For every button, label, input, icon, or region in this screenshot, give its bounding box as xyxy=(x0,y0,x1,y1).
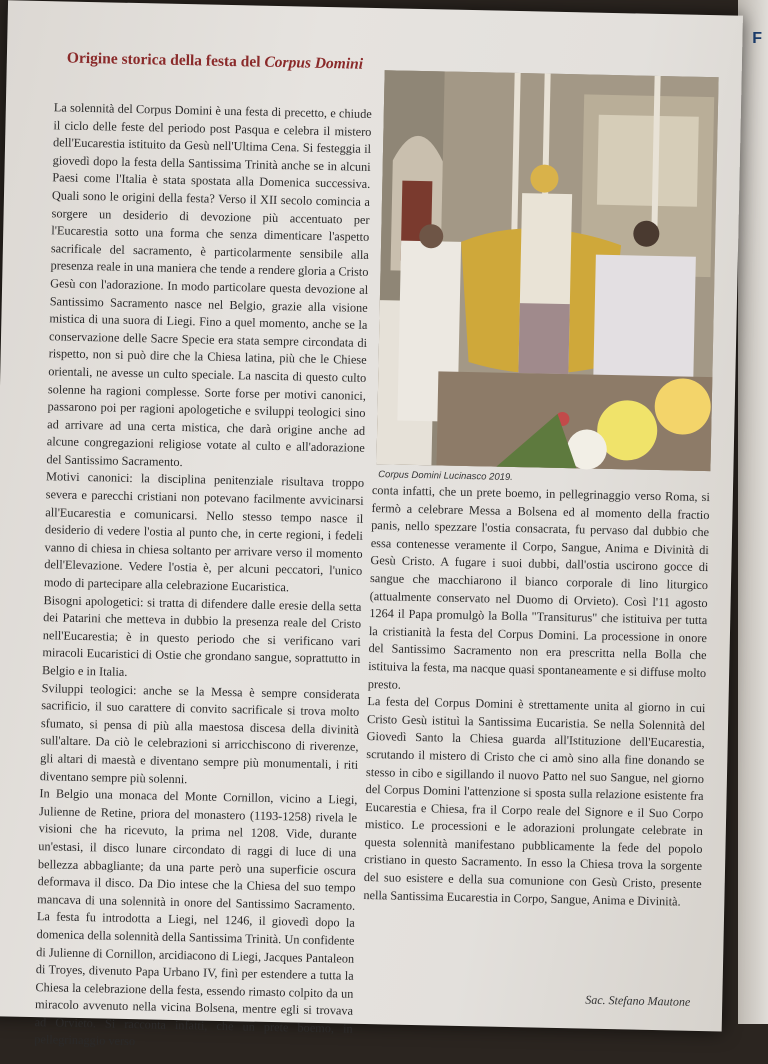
adjacent-page-edge xyxy=(738,0,768,1024)
paragraph-motivi-canonici: Motivi canonici: la disciplina penitenziale risultava troppo severa e parecchi cristiani non potevano facilmente avvicinarsi all'Eucarestia e comunicarsi. Nello stesso tempo nasce il desiderio di vedere l'ostia al punto che, in certe regioni, i fedeli vanno di chiesa in chiesa soltanto per arrivare verso il momento dell'Elevazione. Vedere l'ostia è, per alcuni peccatori, l'unico modo di partecipare alla celebrazione Eucaristica. xyxy=(43,469,365,595)
procession-photo xyxy=(376,70,718,471)
right-text-column xyxy=(363,482,710,919)
paragraph-intro: La solennità del Corpus Domini è una festa di precetto, e chiude il ciclo delle feste del periodo post Pasqua e celebra il mistero dell'Eucarestia istituito da Gesù nell'Ultima Cena. Si festeggia il giovedì dopo la festa della Santissima Trinità anche se in alcuni Paesi come l'Italia è stata spostata alla Domenica successiva. Quali sono le origini della festa? Verso il XII secolo comincia a sorgere un desiderio di devozione più accentuato per l'Eucarestia sotto una forma che senza dimenticare l'aspetto sacrificale del sacramento, è particolarmente sensibile alla presenza reale in una maniera che tende a rendere gloria a Cristo Gesù con l'adorazione. In modo particolare questa devozione al Santissimo Sacramento nasce nel Belgio, grazie alla visione mistica di una suora di Liegi. Fino a quel momento, anche se la conservazione delle Sacre Specie era stata sempre circondata di rispetto, non si può dire che la Chiesa latina, più che le Chiese orientali, ne avesse un culto speciale. La nascita di questo culto solenne ha ragioni complesse. Sorte forse per motivi canonici, passarono poi per ragioni apologetiche e sviluppi teologici sino ad arrivare ad una certa mistica, che darà origine anche ad alcune congregazioni religiose votate al culto e all'adorazione del Santissimo Sacramento. xyxy=(46,100,372,469)
article-title-italic: Corpus Domini xyxy=(264,53,364,73)
author-signature: Sac. Stefano Mautone xyxy=(585,992,691,1009)
article-title-main: Origine storica della festa del xyxy=(66,49,265,71)
paragraph-bisogni-apologetici: Bisogni apologetici: si tratta di difendere dalle eresie della setta dei Patarini che metteva in dubbio la presenza reale del Cristo nell'Eucarestia; è in questo periodo che si verificano vari miracoli Eucaristici di Ostie che grondano sangue, soprattutto in Belgio e in Italia. xyxy=(41,592,362,679)
paragraph-festa: La festa del Corpus Domini è strettamente unita al giorno in cui Cristo Gesù istituì la Santissima Eucaristia. Se nella Solennità del Giovedì Santo la Chiesa guarda all'Istituzione dell'Eucarestia, scrutando il mistero di Cristo che ci amò sino alla fine donando se stesso in cibo e sigillando il nuovo Patto nel suo Sangue, nel giorno del Corpus Domini l'attenzione si sposta sulla relazione esistente fra Eucarestia e Chiesa, fra il Corpo reale del Signore e il Suo Corpo mistico. Le processioni e le adorazioni prolungate celebrate in questa solennità manifestano pubblicamente la fede del popolo cristiano in questo Sacramento. In esso la Chiesa trova la sorgente del suo esistere e della sua comunione con Gesù Cristo, presente nella Santissima Eucarestia in Corpo, Sangue, Anima e Divinità. xyxy=(363,694,706,909)
photo-caption: Corpus Domini Lucinasco 2019. xyxy=(378,469,513,483)
adjacent-page-heading-letter: F xyxy=(752,30,762,47)
church-interior-illustration xyxy=(376,70,718,471)
paragraph-bolsena: conta infatti, che un prete boemo, in pellegrinaggio verso Roma, si fermò a celebrare Messa a Bolsena ed al momento della fractio panis, nello spezzare l'ostia consacrata, fu pervaso dal dubbio che essa contenesse veramente il Corpo, Sangue, Anima e Divinità di Gesù Cristo. A fugare i suoi dubbi, dall'ostia uscirono gocce di sangue che macchiarono il bianco corporale di lino liturgico (attualmente conservato nel Duomo di Orvieto). Così l'11 agosto 1264 il Papa promulgò la Bolla "Transiturus" che istituiva per tutta la cristianità la festa del Corpus Domini. La processione in onore del Santissimo Sacramento non era prescritta nella Bolla che istituiva la festa, ma nacque quasi spontaneamente e si diffuse molto presto. xyxy=(367,483,710,692)
left-text-column xyxy=(34,99,372,1049)
paragraph-sviluppi-teologici: Sviluppi teologici: anche se la Messa è sempre considerata sacrificio, il suo carattere di convito sacrificale si trova molto sfumato, si pensa di più alla maestosa discesa della divinità sull'altare. Da ciò le celebrazioni si arricchiscono di riverenze, gli altari di maestà e diventano sempre più monumentali, i riti diventano sempre più solenni. xyxy=(39,680,360,786)
paragraph-belgio: In Belgio una monaca del Monte Cornillon, vicino a Liegi, Julienne de Retine, priora del monastero (1193-1258) rivela le visioni che ha ricevuto, la prima nel 1208. Vide, durante un'estasi, il disco lunare circondato di raggi di luce di una bellezza abbagliante; da una parte però una superficie oscura deformava il disco. Da Dio intese che la Chiesa del suo tempo mancava di una solennità in onore del Santissimo Sacramento. La festa fu introdotta a Liegi, nel 1246, il giovedì dopo la domenica della solennità della Santissima Trinità. Un confidente di Julienne di Cornillon, arcidiacono di Liegi, Jacques Pantaleon di Troyes, divenuto Papa Urbano IV, finì per estendere a tutta la Chiesa la celebrazione della festa, essendo rimasto colpito da un miracolo avvenuto nella vicina Bolsena, mentre egli si trovava ad Orvieto. Si racconta infatti, che un prete boemo, in pellegrinaggio verso xyxy=(34,786,358,1049)
